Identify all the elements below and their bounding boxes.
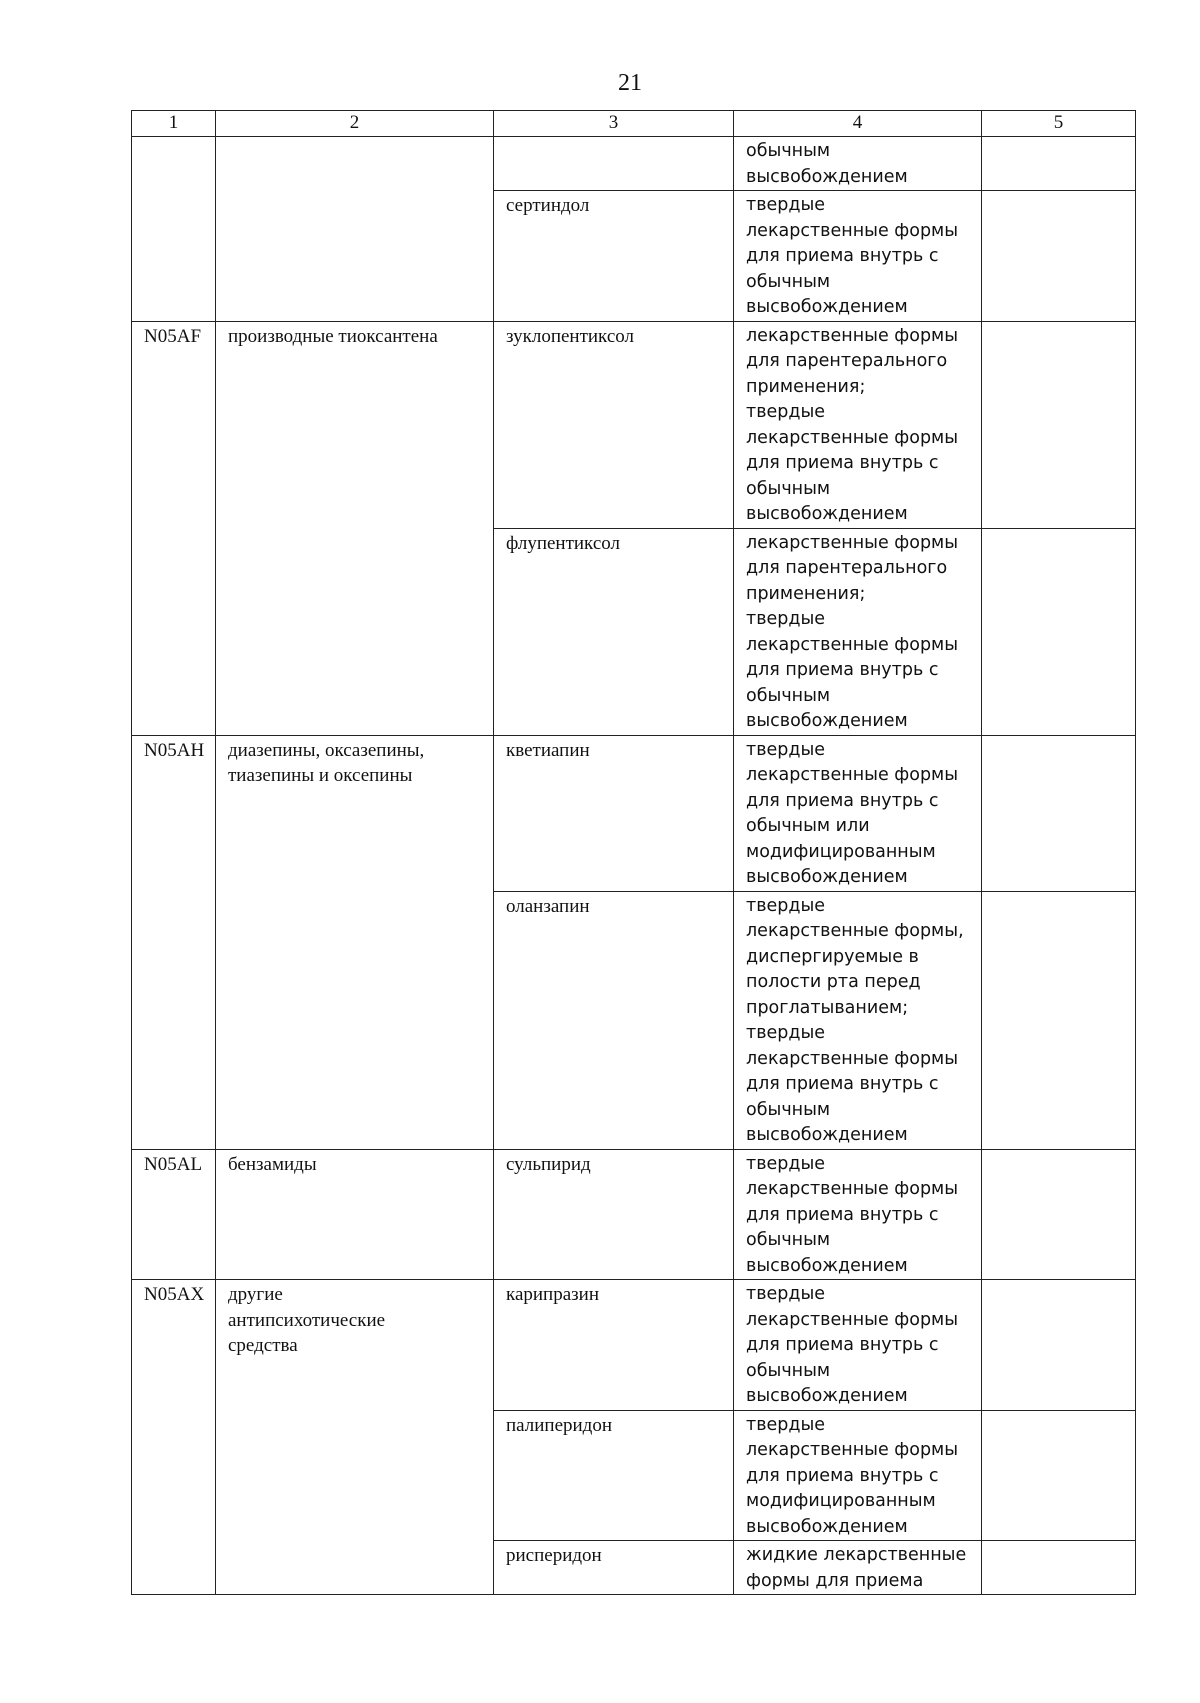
table-body [132,137,1136,1595]
atc-code-cell [132,137,216,322]
drug-name-cell: сертиндол [494,191,734,322]
dosage-forms-cell: лекарственные формы для парентерального применения; твердые лекарственные формы для приема внутрь с обычным высвобождением [734,321,982,528]
medicines-table [131,110,1136,1595]
dosage-forms-cell: обычным высвобождением [734,137,982,191]
atc-code-cell: N05AX [132,1280,216,1595]
drug-name-cell: оланзапин [494,891,734,1149]
empty-cell [982,735,1136,891]
empty-cell [982,528,1136,735]
empty-cell [982,1280,1136,1411]
column-header-5: 5 [982,111,1136,137]
drug-name-cell: кветиапин [494,735,734,891]
dosage-forms-cell: твердые лекарственные формы для приема внутрь с модифицированным высвобождением [734,1410,982,1541]
atc-code-cell: N05AH [132,735,216,1149]
column-header-2: 2 [216,111,494,137]
table-row [132,1149,1136,1280]
dosage-forms-cell: лекарственные формы для парентерального применения; твердые лекарственные формы для приема внутрь с обычным высвобождением [734,528,982,735]
page-number: 21 [618,70,642,96]
dosage-forms-cell: твердые лекарственные формы, диспергируемые в полости рта перед проглатыванием; твердые лекарственные формы для приема внутрь с обычным высвобождением [734,891,982,1149]
drug-name-cell: палиперидон [494,1410,734,1541]
drug-name-cell: флупентиксол [494,528,734,735]
empty-cell [982,321,1136,528]
drug-name-cell: карипразин [494,1280,734,1411]
empty-cell [982,191,1136,322]
drug-name-cell: сульпирид [494,1149,734,1280]
group-name-cell: другие антипсихотические средства [216,1280,494,1595]
column-header-1: 1 [132,111,216,137]
table-row [132,137,1136,191]
group-name-cell: бензамиды [216,1149,494,1280]
empty-cell [982,1541,1136,1595]
empty-cell [982,1410,1136,1541]
atc-code-cell: N05AF [132,321,216,735]
dosage-forms-cell: твердые лекарственные формы для приема внутрь с обычным высвобождением [734,191,982,322]
empty-cell [982,891,1136,1149]
table-row [132,735,1136,891]
group-name-cell: диазепины, оксазепины, тиазепины и оксепины [216,735,494,1149]
dosage-forms-cell: твердые лекарственные формы для приема внутрь с обычным высвобождением [734,1280,982,1411]
header-row [132,111,1136,137]
column-header-4: 4 [734,111,982,137]
group-name-cell: производные тиоксантена [216,321,494,735]
empty-cell [982,1149,1136,1280]
empty-cell [982,137,1136,191]
dosage-forms-cell: твердые лекарственные формы для приема внутрь с обычным высвобождением [734,1149,982,1280]
dosage-forms-cell: твердые лекарственные формы для приема внутрь с обычным или модифицированным высвобождением [734,735,982,891]
drug-name-cell: рисперидон [494,1541,734,1595]
table-row [132,1280,1136,1411]
atc-code-cell: N05AL [132,1149,216,1280]
column-header-3: 3 [494,111,734,137]
drug-name-cell: зуклопентиксол [494,321,734,528]
group-name-cell [216,137,494,322]
drug-name-cell [494,137,734,191]
table-row [132,321,1136,528]
dosage-forms-cell: жидкие лекарственные формы для приема [734,1541,982,1595]
